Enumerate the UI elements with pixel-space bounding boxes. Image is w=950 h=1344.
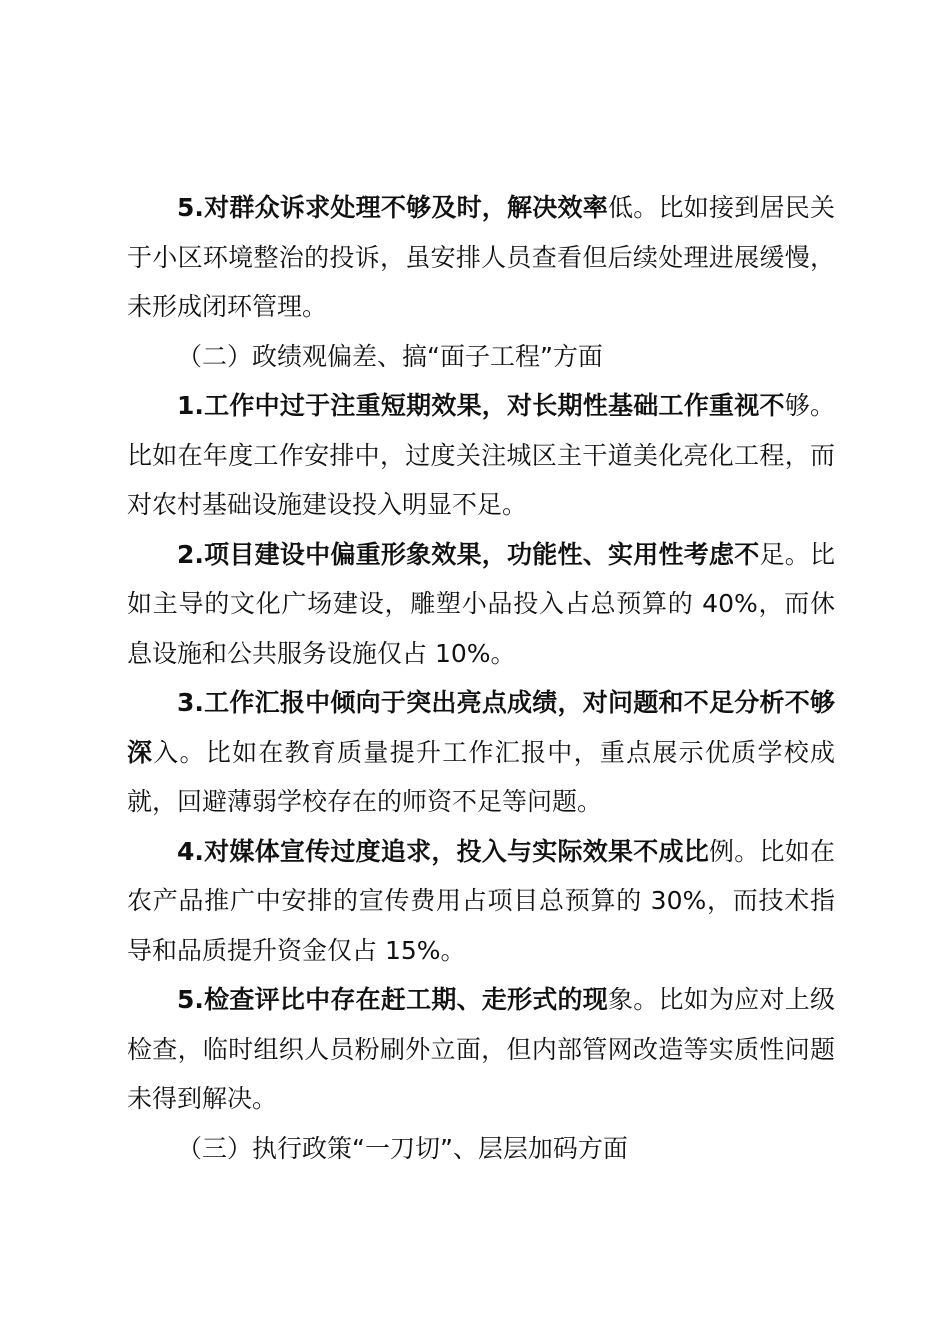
section-heading-text: （二）政绩观偏差、搞“面子工程”方面 bbox=[177, 341, 603, 371]
paragraph-item-1-short-term bbox=[127, 381, 835, 530]
paragraph-lead: 3.工作汇报中倾向于突出亮点成绩，对问题和不足分析不够深 bbox=[127, 688, 835, 767]
paragraph-text: 足。比如主导的文化广场建设，雕塑小品投入占总预算的 40%，而休息设施和公共服务设施仅占 10%。 bbox=[127, 539, 835, 668]
paragraph-text: 象。比如为应对上级检查，临时组织人员粉刷外立面，但内部管网改造等实质性问题未得到解决。 bbox=[127, 985, 835, 1113]
paragraph-item-4-media bbox=[127, 827, 835, 976]
paragraph-item-5-response bbox=[127, 183, 835, 332]
section-heading-2 bbox=[127, 332, 835, 382]
paragraph-item-5-inspection bbox=[127, 975, 835, 1124]
paragraph-text: 够。比如在年度工作安排中，过度关注城区主干道美化亮化工程，而对农村基础设施建设投入明显不足。 bbox=[127, 391, 835, 519]
section-heading-text: （三）执行政策“一刀切”、层层加码方面 bbox=[177, 1133, 628, 1163]
paragraph-item-2-image-projects bbox=[127, 530, 835, 679]
paragraph-lead: 4.对媒体宣传过度追求，投入与实际效果不成比 bbox=[177, 836, 709, 866]
paragraph-item-3-reporting bbox=[127, 678, 835, 827]
section-heading-3 bbox=[127, 1124, 835, 1174]
paragraph-text: 例。比如在农产品推广中安排的宣传费用占项目总预算的 30%，而技术指导和品质提升资金仅占 15%。 bbox=[127, 836, 835, 965]
paragraph-lead: 1.工作中过于注重短期效果，对长期性基础工作重视不 bbox=[177, 391, 785, 420]
paragraph-text: 低。比如接到居民关于小区环境整治的投诉，虽安排人员查看但后续处理进展缓慢，未形成闭环管理。 bbox=[127, 193, 835, 321]
paragraph-lead: 2.项目建设中偏重形象效果，功能性、实用性考虑不 bbox=[177, 539, 760, 569]
paragraph-lead: 5.检查评比中存在赶工期、走形式的现 bbox=[177, 985, 609, 1014]
paragraph-text: 入。比如在教育质量提升工作汇报中，重点展示优质学校成就，回避薄弱学校存在的师资不足等问题。 bbox=[127, 737, 835, 816]
paragraph-lead: 5.对群众诉求处理不够及时，解决效率 bbox=[177, 193, 609, 222]
document-body bbox=[127, 183, 835, 1173]
